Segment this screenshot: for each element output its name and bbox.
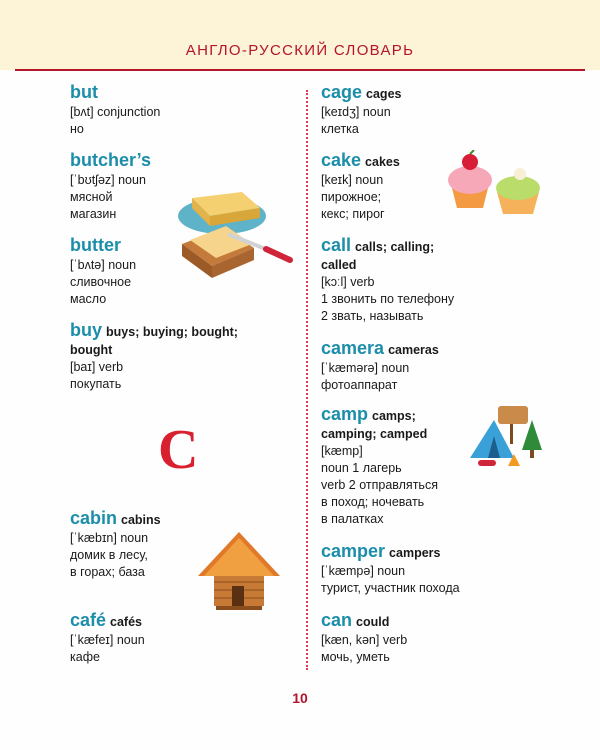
word-forms: cakes	[365, 155, 400, 169]
word-forms-continued: bought	[70, 343, 113, 357]
headword: camp	[321, 404, 369, 424]
part-of-speech: noun	[355, 173, 384, 187]
translation: мясной	[70, 190, 113, 204]
section-letter: C	[158, 419, 199, 481]
part-of-speech: noun	[118, 173, 146, 187]
part-of-speech: verb	[350, 275, 375, 289]
column-divider	[306, 90, 308, 670]
word-forms: camps;	[372, 409, 416, 423]
part-of-speech: noun	[108, 258, 137, 272]
transcription: [ˈkæfeɪ]	[70, 633, 114, 647]
entry-buy	[70, 320, 238, 393]
translation: кафе	[70, 650, 100, 664]
headword: cage	[321, 82, 363, 102]
translation: кекс; пирог	[321, 207, 385, 221]
cabin-illustration	[196, 528, 282, 614]
headword: café	[70, 610, 107, 630]
entry-can	[321, 610, 407, 666]
translation: verb 2 отправляться	[321, 478, 438, 492]
translation: покупать	[70, 377, 122, 391]
headword: can	[321, 610, 353, 630]
translation: турист, участник похода	[321, 581, 460, 595]
part-of-speech: verb	[382, 633, 408, 647]
translation: масло	[70, 292, 107, 306]
transcription: [ˈkæmərə]	[321, 361, 378, 375]
transcription: [ˈbʊtʃəz]	[70, 173, 115, 187]
headword: cake	[321, 150, 362, 170]
entry-cafe	[70, 610, 145, 666]
word-forms: calls; calling;	[355, 240, 435, 254]
word-forms: cabins	[121, 513, 161, 527]
translation: магазин	[70, 207, 117, 221]
page-number: 10	[292, 690, 308, 706]
entry-camper	[321, 541, 460, 597]
translation: 2 звать, называть	[321, 309, 424, 323]
translation: но	[70, 122, 84, 136]
transcription: [bʌt]	[70, 105, 94, 119]
word-forms: could	[356, 615, 390, 629]
part-of-speech: noun	[362, 105, 391, 119]
translation: noun 1 лагерь	[321, 461, 402, 475]
translation: сливочное	[70, 275, 132, 289]
part-of-speech: noun	[381, 361, 410, 375]
transcription: [kæn, kən]	[321, 633, 380, 647]
word-forms: buys; buying; bought;	[106, 325, 238, 339]
page-header-title: АНГЛО-РУССКИЙ СЛОВАРЬ	[185, 42, 415, 59]
entry-camp	[321, 404, 438, 528]
word-forms-continued: called	[321, 258, 357, 272]
headword: call	[321, 235, 352, 255]
translation: домик в лесу,	[70, 548, 148, 562]
entry-but	[70, 82, 160, 138]
camp-illustration	[464, 400, 544, 472]
translation: в поход; ночевать	[321, 495, 425, 509]
entry-butchers	[70, 150, 151, 223]
word-forms: cameras	[388, 343, 439, 357]
word-forms: campers	[389, 546, 441, 560]
transcription: [ˈkæbɪn]	[70, 531, 117, 545]
transcription: [keɪdʒ]	[321, 105, 360, 119]
entry-cabin	[70, 508, 161, 581]
header-band	[0, 0, 600, 70]
part-of-speech: noun	[377, 564, 406, 578]
headword: butcher’s	[70, 150, 152, 170]
translation: в горах; база	[70, 565, 145, 579]
entry-call	[321, 235, 454, 325]
translation: в палатках	[321, 512, 384, 526]
part-of-speech: noun	[116, 633, 145, 647]
transcription: [keɪk]	[321, 173, 352, 187]
headword: but	[70, 82, 98, 102]
headword: camera	[321, 338, 385, 358]
cakes-illustration	[447, 150, 543, 218]
headword: camper	[321, 541, 386, 561]
part-of-speech: verb	[98, 360, 124, 374]
translation: пирожное;	[321, 190, 382, 204]
transcription: [ˈbʌtə]	[70, 258, 105, 272]
butter-bread-illustration	[172, 186, 294, 292]
entry-cake	[321, 150, 400, 223]
headword: butter	[70, 235, 121, 255]
headword: cabin	[70, 508, 118, 528]
translation: 1 звонить по телефону	[321, 292, 455, 306]
entry-butter	[70, 235, 136, 308]
transcription: [baɪ]	[70, 360, 96, 374]
word-forms: cafés	[110, 615, 143, 629]
word-forms-continued: camping; camped	[321, 427, 428, 441]
entry-cage	[321, 82, 401, 138]
headword: buy	[70, 320, 103, 340]
transcription: [kæmp]	[321, 444, 363, 458]
translation: мочь, уметь	[321, 650, 390, 664]
translation: фотоаппарат	[321, 378, 398, 392]
transcription: [kɔːl]	[321, 275, 347, 289]
word-forms: cages	[366, 87, 402, 101]
header-rule	[15, 69, 585, 71]
translation: клетка	[321, 122, 359, 136]
part-of-speech: noun	[120, 531, 149, 545]
entry-camera	[321, 338, 439, 394]
transcription: [ˈkæmpə]	[321, 564, 374, 578]
part-of-speech: conjunction	[97, 105, 161, 119]
